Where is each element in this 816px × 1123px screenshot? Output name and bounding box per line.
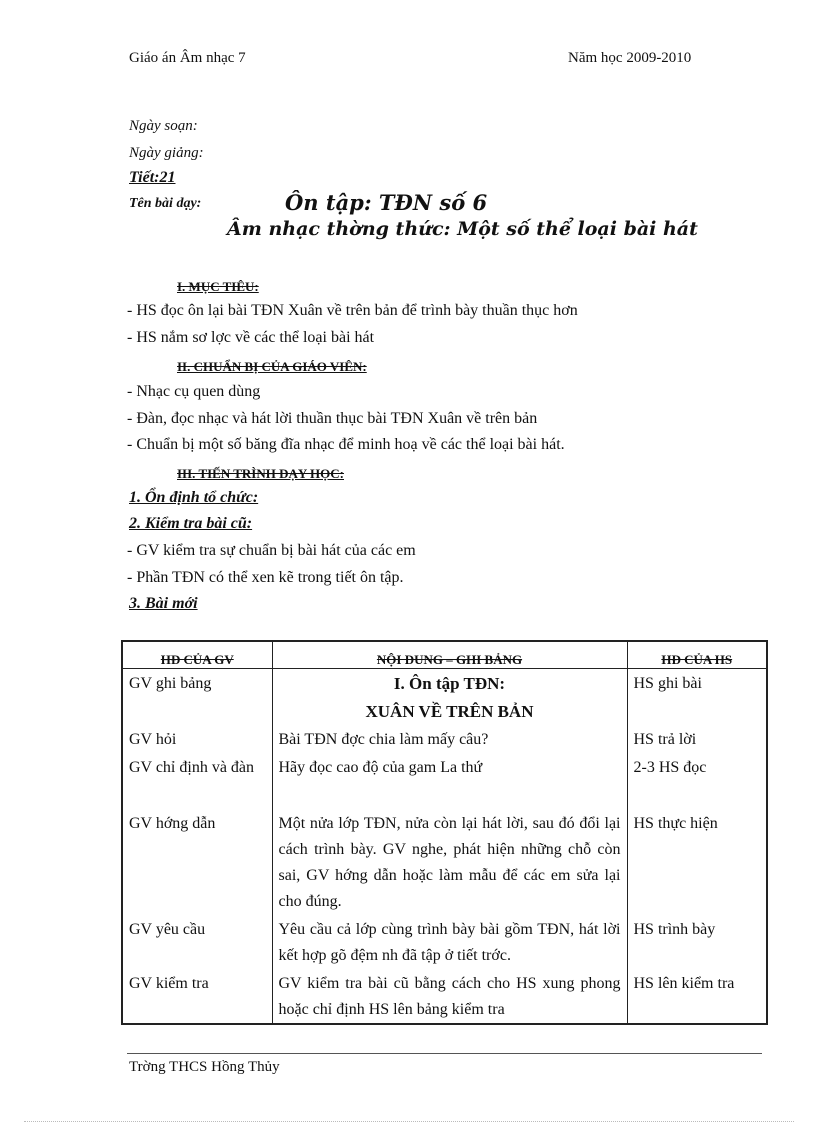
cell-gv: GV ghi bảng <box>122 669 272 698</box>
lesson-title-2: Âm nhạc thờng thức: Một số thể loại bài hát <box>227 218 698 240</box>
lesson-table <box>121 640 768 1025</box>
table-row <box>122 809 767 915</box>
table-header-hs: HĐ CỦA HS <box>627 641 767 669</box>
section-muc-tieu: I. MỤC TIÊU: <box>177 279 259 294</box>
footer-divider <box>127 1053 762 1054</box>
table-row <box>122 753 767 809</box>
cell-gv: GV chỉ định và đàn <box>122 753 272 809</box>
cell-noi-dung: Yêu cầu cả lớp cùng trình bày bài gồm TĐN, hát lời kết hợp gõ đệm nh đã tập ở tiết trớc. <box>272 915 627 969</box>
cell-noi-dung: I. Ôn tập TĐN: <box>272 669 627 698</box>
cell-noi-dung: Hãy đọc cao độ của gam La thứ <box>272 753 627 809</box>
lesson-title-1: Ôn tập: TĐN số 6 <box>285 190 488 215</box>
cell-hs: 2-3 HS đọc <box>627 753 767 809</box>
chuan-bi-item: - Nhạc cụ quen dùng <box>127 383 261 400</box>
header-right: Năm học 2009-2010 <box>568 50 692 66</box>
table-header-row <box>122 641 767 669</box>
cell-gv <box>122 697 272 725</box>
header-left: Giáo án Âm nhạc 7 <box>129 50 246 66</box>
cell-hs <box>627 697 767 725</box>
cell-hs: HS thực hiện <box>627 809 767 915</box>
table-row <box>122 669 767 698</box>
table-header-noi-dung: NỘI DUNG – GHI BẢNG <box>272 641 627 669</box>
cell-hs: HS trình bày <box>627 915 767 969</box>
muc-tieu-item: - HS đọc ôn lại bài TĐN Xuân về trên bản để trình bày thuần thục hơn <box>127 302 578 319</box>
chuan-bi-item: - Chuẩn bị một số băng đĩa nhạc để minh hoạ về các thể loại bài hát. <box>127 436 565 453</box>
ngay-soan-label: Ngày soạn: <box>129 118 198 134</box>
chuan-bi-item: - Đàn, đọc nhạc và hát lời thuần thục bài TĐN Xuân về trên bản <box>127 410 538 427</box>
table-header-gv: HĐ CỦA GV <box>122 641 272 669</box>
cell-noi-dung: Bài TĐN đợc chia làm mấy câu? <box>272 725 627 753</box>
footer-school: Trờng THCS Hồng Thủy <box>129 1059 280 1075</box>
subsection-on-dinh: 1. Ổn định tổ chức: <box>129 489 259 506</box>
cell-gv: GV kiểm tra <box>122 969 272 1024</box>
cell-hs: HS trả lời <box>627 725 767 753</box>
table-row <box>122 725 767 753</box>
subsection-bai-moi: 3. Bài mới <box>129 595 198 612</box>
table-row <box>122 697 767 725</box>
section-tien-trinh: III. TIẾN TRÌNH DẠY HỌC: <box>177 466 344 481</box>
kiem-tra-item: - GV kiểm tra sự chuẩn bị bài hát của các em <box>127 542 416 559</box>
cell-gv: GV hớng dẫn <box>122 809 272 915</box>
kiem-tra-item: - Phần TĐN có thể xen kẽ trong tiết ôn tập. <box>127 569 404 586</box>
cell-gv: GV hỏi <box>122 725 272 753</box>
ten-bai-label: Tên bài dạy: <box>129 196 202 211</box>
ngay-giang-label: Ngày giảng: <box>129 145 204 161</box>
cell-noi-dung: GV kiểm tra bài cũ bằng cách cho HS xung phong hoặc chỉ định HS lên bảng kiểm tra <box>272 969 627 1024</box>
page-bottom-dotted-line <box>24 1121 794 1122</box>
cell-gv: GV yêu cầu <box>122 915 272 969</box>
cell-hs: HS ghi bài <box>627 669 767 698</box>
cell-noi-dung: Một nửa lớp TĐN, nửa còn lại hát lời, sau đó đổi lại cách trình bày. GV nghe, phát hiện những chỗ còn sai, GV hớng dẫn hoặc làm mẫu để các em sửa lại cho đúng. <box>272 809 627 915</box>
table-row <box>122 969 767 1024</box>
cell-hs: HS lên kiểm tra <box>627 969 767 1024</box>
table-row <box>122 915 767 969</box>
section-chuan-bi: II. CHUẨN BỊ CỦA GIÁO VIÊN: <box>177 359 367 374</box>
tiet-label: Tiết:21 <box>129 169 176 186</box>
cell-noi-dung: XUÂN VỀ TRÊN BẢN <box>272 697 627 725</box>
muc-tieu-item: - HS nắm sơ lợc về các thể loại bài hát <box>127 329 375 346</box>
subsection-kiem-tra: 2. Kiểm tra bài cũ: <box>129 515 253 532</box>
